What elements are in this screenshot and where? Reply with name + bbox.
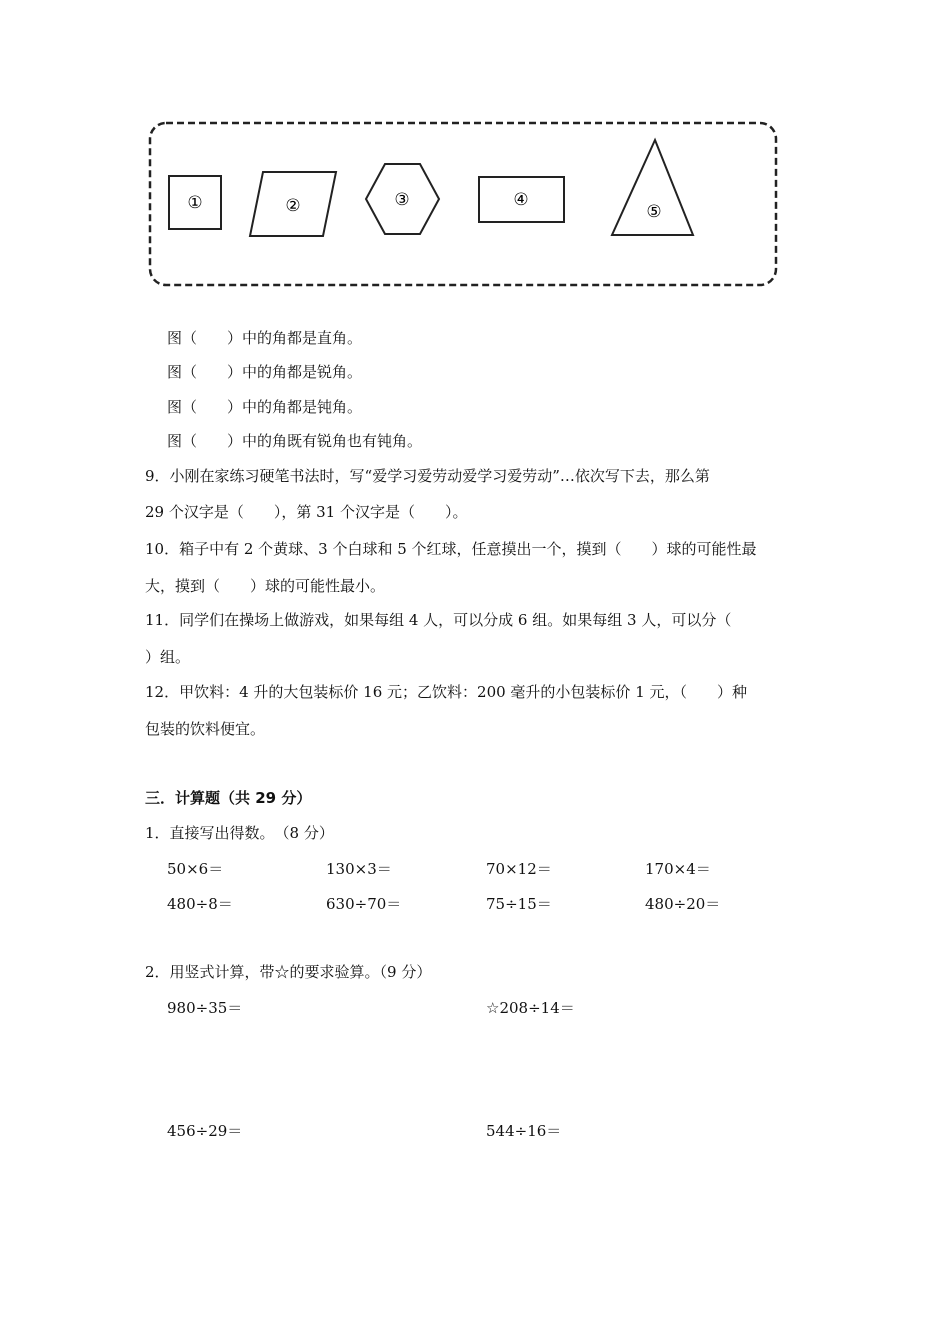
q8-line-acute-angles: 图（ ）中的角都是锐角。 [167, 363, 363, 381]
shapes-figure-svg [145, 118, 781, 290]
shape-label-4: ④ [513, 190, 529, 210]
calc-item: 480÷20＝ [645, 895, 721, 913]
calc-item: 630÷70＝ [326, 895, 402, 913]
q9-line-2: 29 个汉字是（ ），第 31 个汉字是（ ）。 [145, 503, 468, 521]
shape-label-5: ⑤ [646, 202, 662, 222]
q12-line-2: 包装的饮料便宜。 [145, 720, 266, 738]
q12-line-1: 12．甲饮料：4 升的大包装标价 16 元；乙饮料：200 毫升的小包装标价 1 元，（ ）种 [145, 683, 748, 701]
q9-line-1: 9．小刚在家练习硬笔书法时，写“爱学习爱劳动爱学习爱劳动”…依次写下去，那么第 [145, 467, 710, 485]
vertical-calc-item: 544÷16＝ [486, 1122, 562, 1140]
calc-item: 75÷15＝ [486, 895, 552, 913]
shape-label-3: ③ [394, 190, 410, 210]
calc-item: 70×12＝ [486, 860, 552, 878]
shapes-figure [145, 118, 781, 290]
section-3-part-1-title: 1．直接写出得数。 （8 分） [145, 824, 334, 842]
q8-line-mixed-angles: 图（ ）中的角既有锐角也有钝角。 [167, 432, 423, 450]
dashed-border [150, 123, 776, 285]
q11-line-2: ）组。 [145, 648, 191, 666]
q11-line-1: 11．同学们在操场上做游戏，如果每组 4 人，可以分成 6 组。如果每组 3 人，可以分（ [145, 611, 732, 629]
shape-label-1: ① [187, 193, 203, 213]
vertical-calc-item: ☆208÷14＝ [486, 999, 575, 1017]
calc-item: 50×6＝ [167, 860, 224, 878]
q8-line-right-angles: 图（ ）中的角都是直角。 [167, 329, 363, 347]
q8-line-obtuse-angles: 图（ ）中的角都是钝角。 [167, 398, 363, 416]
shape-label-2: ② [285, 196, 301, 216]
q10-line-2: 大，摸到（ ）球的可能性最小。 [145, 577, 386, 595]
vertical-calc-item: 980÷35＝ [167, 999, 243, 1017]
calc-item: 480÷8＝ [167, 895, 233, 913]
q10-line-1: 10．箱子中有 2 个黄球、3 个白球和 5 个红球，任意摸出一个，摸到（ ）球的可能性最 [145, 540, 757, 558]
section-3-part-2-title: 2．用竖式计算，带☆的要求验算。（9 分） [145, 963, 432, 981]
calc-item: 130×3＝ [326, 860, 392, 878]
calc-item: 170×4＝ [645, 860, 711, 878]
section-3-heading: 三．计算题（共 29 分） [145, 789, 312, 807]
vertical-calc-item: 456÷29＝ [167, 1122, 243, 1140]
